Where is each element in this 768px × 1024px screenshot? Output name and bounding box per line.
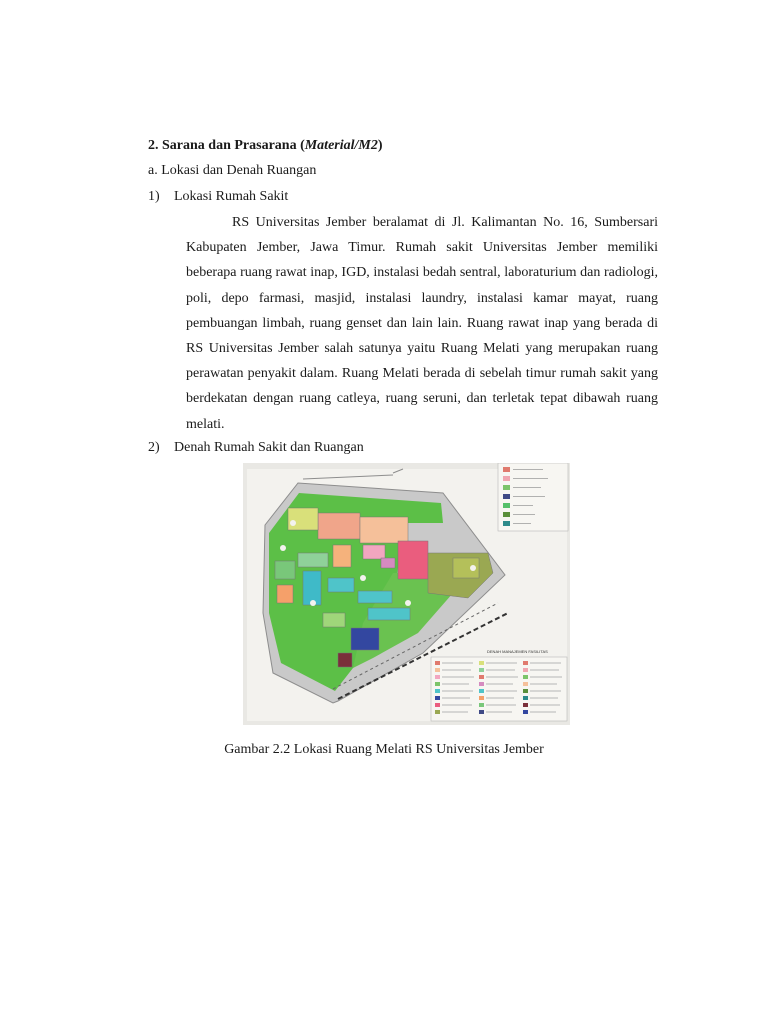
subsection-heading: a. Lokasi dan Denah Ruangan	[148, 163, 317, 178]
figure-caption: Gambar 2.2 Lokasi Ruang Melati RS Universitas Jember	[224, 742, 544, 757]
list-item-title-2: Denah Rumah Sakit dan Ruangan	[174, 440, 364, 455]
list-number-2: 2)	[148, 440, 160, 455]
site-map-image	[243, 463, 570, 725]
body-paragraph-text: RS Universitas Jember beralamat di Jl. Kalimantan No. 16, Sumbersari Kabupaten Jember, Jawa Timur. Rumah sakit Universitas Jember memiliki beberapa ruang rawat inap, IGD, instalasi bedah sentral, laboraturium dan radiologi, poli, depo farmasi, masjid, instalasi laundry, instalasi kamar mayat, ruang pembuangan limbah, ruang genset dan lain lain. Ruang rawat inap yang berada di RS Universitas Jember salah satunya yaitu Ruang Melati yang merupakan ruang perawatan penyakit dalam. Ruang Melati berada di sebelah timur rumah sakit yang berdekatan dengan ruang catleya, ruang seruni, dan terletak tepat dibawah ruang melati.	[186, 215, 658, 432]
hospital-site-map	[243, 463, 570, 725]
map-title: DENAH MANAJEMEN FASILITAS	[487, 649, 548, 654]
section-heading-italic: Material/M2	[304, 138, 378, 153]
body-paragraph	[186, 210, 658, 437]
list-item-title-1: Lokasi Rumah Sakit	[174, 189, 289, 204]
section-heading: 2. Sarana dan Prasarana (Material/M2)	[148, 138, 383, 153]
list-number-1: 1)	[148, 189, 160, 204]
